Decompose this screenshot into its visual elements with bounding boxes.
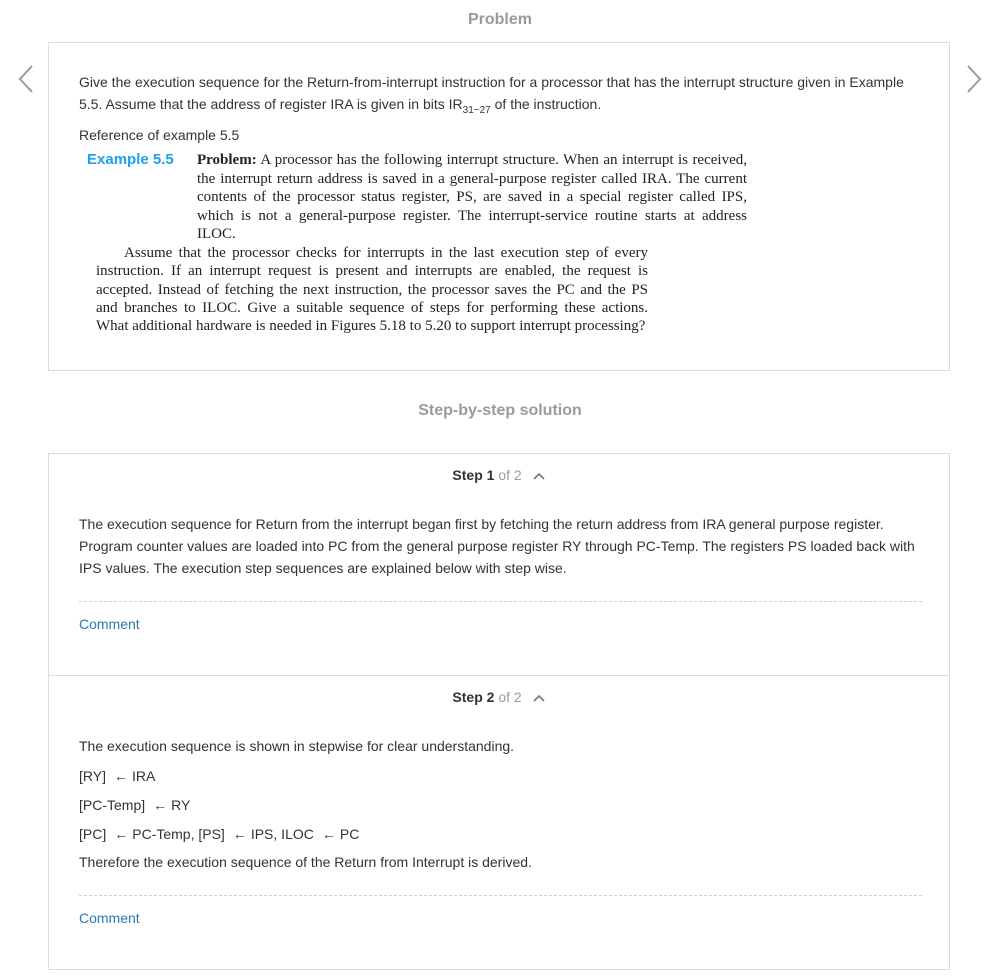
step-1-of: of 2 <box>498 467 522 483</box>
example-problem-label: Problem: <box>197 152 257 168</box>
divider <box>79 895 922 896</box>
seq-dest: [RY] <box>79 768 106 784</box>
problem-card <box>48 42 950 371</box>
comment-link[interactable]: Comment <box>79 910 140 926</box>
left-arrow-icon: ← <box>153 797 168 813</box>
question-text: Give the execution sequence for the Return-from-interrupt instruction for a processor that has the interrupt structure given in Example 5.5. Assume that the address of register IRA is given in bits IR <box>79 74 904 112</box>
reference-label: Reference of example 5.5 <box>79 127 240 143</box>
step-2-conclusion: Therefore the execution sequence of the Return from Interrupt is derived. <box>79 854 532 870</box>
step-2-intro: The execution sequence is shown in stepwise for clear understanding. <box>79 738 515 754</box>
left-arrow-icon: ← <box>114 826 129 842</box>
sequence-line <box>79 826 359 842</box>
question-text-end: of the instruction. <box>490 96 602 112</box>
seq-dest: [PC-Temp] <box>79 797 146 813</box>
step-2-header[interactable] <box>49 689 949 705</box>
solution-title: Step-by-step solution <box>418 402 582 419</box>
problem-question <box>79 71 919 122</box>
next-button[interactable] <box>963 62 985 96</box>
seq-dest: [PC] <box>79 826 107 842</box>
example-label: Example 5.5 <box>87 151 174 168</box>
example-paragraph: Assume that the processor checks for interrupts in the last execution step of every instruction. If an interrupt request is present and interrupts are enabled, the request is accepted. Instead of fetching the next instruction, the processor saves the PC and the PS and branches to ILOC. Give a suitable sequence of steps for performing these actions. What additional hardware is needed in Figures 5.18 to 5.20 to support interrupt processing? <box>96 245 648 335</box>
chevron-left-icon <box>15 62 37 96</box>
chevron-up-icon[interactable] <box>532 693 546 703</box>
chevron-up-icon[interactable] <box>532 471 546 481</box>
seq-src: IPS, ILOC <box>250 826 314 842</box>
sequence-line <box>79 797 190 813</box>
step-2-of: of 2 <box>498 689 522 705</box>
seq-src: PC-Temp, [PS] <box>132 826 225 842</box>
question-subscript: 31−27 <box>462 104 491 116</box>
seq-src: RY <box>171 797 191 813</box>
step-1-label: Step 1 <box>452 467 495 483</box>
step-2-label: Step 2 <box>452 689 495 705</box>
problem-title: Problem <box>467 11 532 28</box>
example-problem <box>197 151 747 244</box>
seq-src: IRA <box>131 768 156 784</box>
seq-src: PC <box>339 826 360 842</box>
chevron-right-icon <box>963 62 985 96</box>
step-divider <box>49 675 949 676</box>
solution-card <box>48 453 950 970</box>
example-problem-text: A processor has the following interrupt structure. When an interrupt is received, the interrupt return address is saved in a general-purpose register called IRA. The current contents of the processor status register, PS, are saved in a special register called IPS, which is not a general-purpose register. The interrupt-service routine starts at address ILOC. <box>197 152 747 242</box>
left-arrow-icon: ← <box>113 768 128 784</box>
left-arrow-icon: ← <box>321 826 336 842</box>
step-1-text: The execution sequence for Return from the interrupt began first by fetching the return address from IRA general purpose register. Program counter values are loaded into PC from the general purpose register RY through PC-Temp. The registers PS loaded back with IPS values. The execution step sequences are explained below with step wise. <box>79 516 915 576</box>
left-arrow-icon: ← <box>232 826 247 842</box>
step-1-header[interactable] <box>49 467 949 483</box>
sequence-line <box>79 768 155 784</box>
divider <box>79 601 922 602</box>
comment-link[interactable]: Comment <box>79 616 140 632</box>
prev-button[interactable] <box>15 62 37 96</box>
